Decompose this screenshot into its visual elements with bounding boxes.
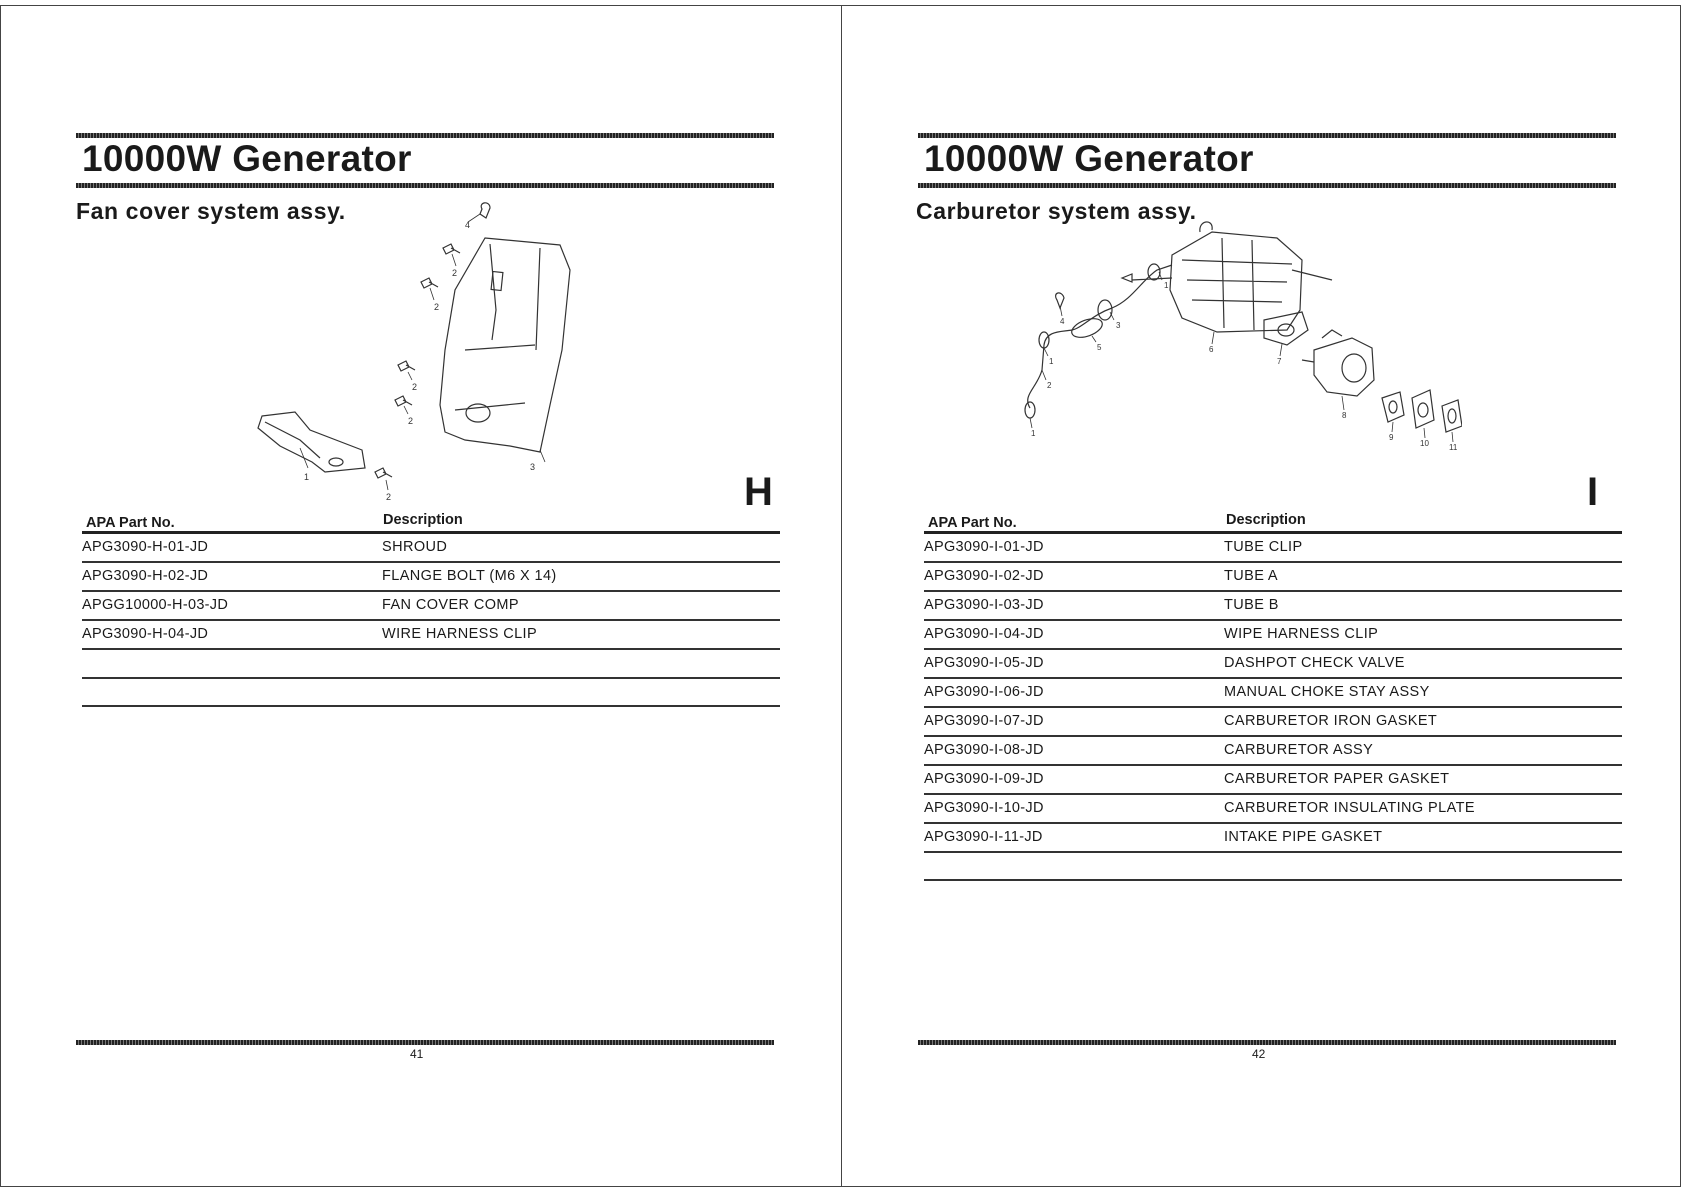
part-number: APG3090-I-07-JD xyxy=(924,713,1044,729)
page-number: 42 xyxy=(1252,1047,1266,1061)
callout-3: 3 xyxy=(530,462,536,472)
part-number: APG3090-I-05-JD xyxy=(924,655,1044,671)
part-description: TUBE A xyxy=(1224,568,1278,584)
fan-cover-shape xyxy=(440,238,570,452)
part-number: APGG10000-H-03-JD xyxy=(82,597,229,613)
column-header-description: Description xyxy=(383,512,463,528)
footer-rule xyxy=(918,1040,1616,1045)
table-row xyxy=(82,592,780,621)
part-description: TUBE B xyxy=(1224,597,1279,613)
callout-1: 1 xyxy=(1164,281,1169,290)
callout-2: 2 xyxy=(386,492,392,502)
part-description: FAN COVER COMP xyxy=(382,597,519,613)
table-row xyxy=(924,679,1622,708)
callout-11: 11 xyxy=(1449,443,1458,452)
callout-2: 2 xyxy=(452,268,458,278)
page-41 xyxy=(0,0,841,1190)
page-number: 41 xyxy=(410,1047,424,1061)
callout-1: 1 xyxy=(1049,357,1054,366)
part-number: APG3090-I-10-JD xyxy=(924,800,1044,816)
section-letter: H xyxy=(744,470,773,514)
part-description: SHROUD xyxy=(382,539,448,555)
empty-row-rule xyxy=(924,879,1622,881)
empty-row-rule xyxy=(82,677,780,679)
part-description: DASHPOT CHECK VALVE xyxy=(1224,655,1405,671)
section-subtitle: Fan cover system assy. xyxy=(76,198,346,224)
callout-7: 7 xyxy=(1277,357,1282,366)
footer-rule xyxy=(76,1040,774,1045)
table-row xyxy=(924,592,1622,621)
harness-clip-shape xyxy=(480,203,490,218)
part-description: CARBURETOR IRON GASKET xyxy=(1224,713,1438,729)
table-row xyxy=(82,563,780,592)
column-header-part-no: APA Part No. xyxy=(86,515,175,531)
carburetor-shape xyxy=(1314,338,1374,396)
iron-gasket-shape xyxy=(1264,312,1308,345)
part-number: APG3090-H-04-JD xyxy=(82,626,209,642)
part-number: APG3090-I-08-JD xyxy=(924,742,1044,758)
callout-2: 2 xyxy=(412,382,418,392)
callout-3: 3 xyxy=(1116,321,1121,330)
carburetor-exploded-diagram xyxy=(1002,220,1462,490)
table-row xyxy=(924,824,1622,853)
paper-gasket-shape xyxy=(1382,392,1404,422)
part-number: APG3090-I-04-JD xyxy=(924,626,1044,642)
part-number: APG3090-I-03-JD xyxy=(924,597,1044,613)
callout-2: 2 xyxy=(408,416,414,426)
fuel-tube-b xyxy=(1072,265,1172,330)
callout-5: 5 xyxy=(1097,343,1102,352)
part-number: APG3090-I-06-JD xyxy=(924,684,1044,700)
callout-4: 4 xyxy=(465,220,471,230)
flange-bolts xyxy=(375,244,460,478)
page-title: 10000W Generator xyxy=(82,138,412,179)
fan-cover-exploded-diagram xyxy=(240,200,600,510)
fuel-tube-a xyxy=(1028,330,1072,408)
part-number: APG3090-I-11-JD xyxy=(924,829,1043,845)
part-number: APG3090-I-02-JD xyxy=(924,568,1044,584)
part-description: WIPE HARNESS CLIP xyxy=(1224,626,1379,642)
table-row xyxy=(924,621,1622,650)
part-number: APG3090-I-09-JD xyxy=(924,771,1044,787)
table-row xyxy=(82,534,780,563)
column-header-description: Description xyxy=(1226,512,1306,528)
table-row xyxy=(924,766,1622,795)
page-42 xyxy=(842,0,1683,1190)
part-description: WIRE HARNESS CLIP xyxy=(382,626,538,642)
page-title: 10000W Generator xyxy=(924,138,1254,179)
callout-10: 10 xyxy=(1420,439,1429,448)
callout-2: 2 xyxy=(1047,381,1052,390)
table-row xyxy=(82,621,780,650)
section-subtitle: Carburetor system assy. xyxy=(916,198,1197,224)
part-description: FLANGE BOLT (M6 X 14) xyxy=(382,568,557,584)
callout-labels xyxy=(304,220,535,502)
title-bottom-rule xyxy=(76,183,774,188)
table-row xyxy=(924,650,1622,679)
part-number: APG3090-H-02-JD xyxy=(82,568,209,584)
column-header-part-no: APA Part No. xyxy=(928,515,1017,531)
part-description: CARBURETOR ASSY xyxy=(1224,742,1374,758)
callout-4: 4 xyxy=(1060,317,1065,326)
callout-9: 9 xyxy=(1389,433,1394,442)
intake-gasket-shape xyxy=(1442,400,1462,432)
callout-6: 6 xyxy=(1209,345,1214,354)
part-description: CARBURETOR INSULATING PLATE xyxy=(1224,800,1475,816)
shroud-bracket-shape xyxy=(258,412,365,472)
callout-2: 2 xyxy=(434,302,440,312)
callout-labels xyxy=(1031,281,1458,452)
table-row xyxy=(924,708,1622,737)
part-number: APG3090-I-01-JD xyxy=(924,539,1044,555)
table-row xyxy=(924,795,1622,824)
part-description: MANUAL CHOKE STAY ASSY xyxy=(1224,684,1430,700)
part-description: TUBE CLIP xyxy=(1224,539,1303,555)
insulating-plate-shape xyxy=(1412,390,1434,428)
table-row xyxy=(924,534,1622,563)
empty-row-rule xyxy=(82,705,780,707)
table-row xyxy=(924,737,1622,766)
section-letter: I xyxy=(1587,470,1599,514)
callout-1: 1 xyxy=(304,472,310,482)
table-row xyxy=(924,563,1622,592)
title-bottom-rule xyxy=(918,183,1616,188)
part-number: APG3090-H-01-JD xyxy=(82,539,209,555)
part-description: CARBURETOR PAPER GASKET xyxy=(1224,771,1450,787)
callout-8: 8 xyxy=(1342,411,1347,420)
callout-1: 1 xyxy=(1031,429,1036,438)
part-description: INTAKE PIPE GASKET xyxy=(1224,829,1383,845)
